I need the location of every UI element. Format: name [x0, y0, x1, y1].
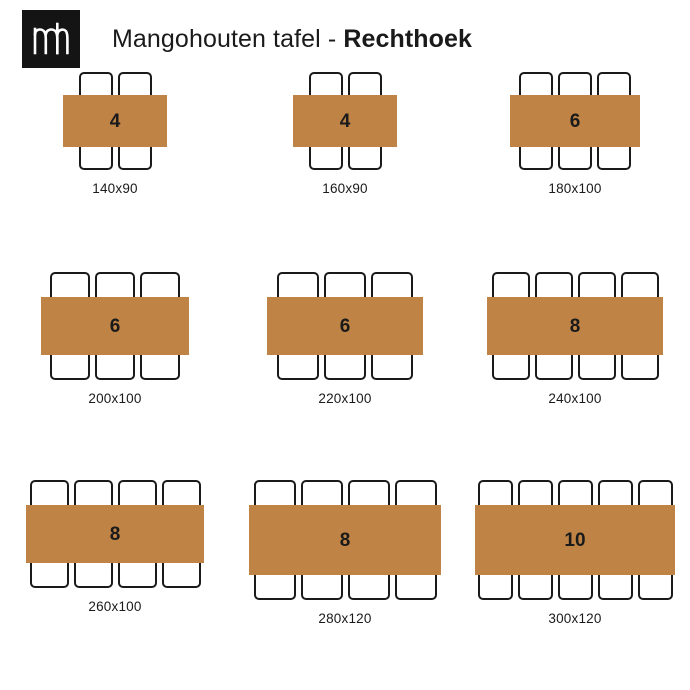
page-title: [112, 24, 473, 53]
seat-count-label: 6: [569, 110, 581, 132]
table-top: [293, 95, 397, 147]
page-title-accent: Rechthoek: [343, 24, 473, 53]
table-option-240x100[interactable]: [460, 272, 690, 406]
table-mid-band: [510, 95, 640, 147]
page-title-main: Mangohouten tafel: [112, 24, 321, 53]
table-option-160x90[interactable]: [230, 72, 460, 196]
table-option-280x120[interactable]: [230, 480, 460, 626]
seat-count-label: 8: [339, 529, 351, 551]
table-top: [267, 297, 423, 355]
table-size-caption: 280x120: [318, 611, 372, 626]
table-diagram: [293, 72, 397, 170]
page-title-separator: -: [327, 24, 337, 53]
mh-monogram-logo: [22, 10, 80, 68]
diagram-row: [0, 480, 690, 680]
table-top: [487, 297, 663, 355]
diagram-row: [0, 272, 690, 480]
table-size-caption: 200x100: [88, 391, 142, 406]
table-size-caption: 240x100: [548, 391, 602, 406]
table-mid-band: [249, 505, 441, 575]
seat-count-label: 4: [109, 110, 121, 132]
table-option-140x90[interactable]: [0, 72, 230, 196]
table-mid-band: [63, 95, 167, 147]
table-mid-band: [41, 297, 189, 355]
table-diagram: [267, 272, 423, 380]
table-diagram: [249, 480, 441, 600]
table-top: [475, 505, 675, 575]
seat-count-label: 4: [339, 110, 351, 132]
diagram-row: [0, 72, 690, 272]
table-size-caption: 260x100: [88, 599, 142, 614]
table-size-caption: 220x100: [318, 391, 372, 406]
seat-count-label: 10: [564, 529, 586, 551]
table-size-caption: 160x90: [322, 181, 368, 196]
seat-count-label: 6: [109, 315, 121, 337]
table-mid-band: [293, 95, 397, 147]
table-diagram: [487, 272, 663, 380]
seat-count-label: 8: [109, 523, 121, 545]
table-size-caption: 180x100: [548, 181, 602, 196]
diagram-grid: [0, 72, 690, 680]
table-option-300x120[interactable]: [460, 480, 690, 626]
table-top: [63, 95, 167, 147]
table-mid-band: [26, 505, 204, 563]
table-top: [510, 95, 640, 147]
table-diagram: [63, 72, 167, 170]
table-diagram: [26, 480, 204, 588]
table-diagram: [475, 480, 675, 600]
table-diagram: [510, 72, 640, 170]
table-mid-band: [267, 297, 423, 355]
table-option-200x100[interactable]: [0, 272, 230, 406]
seat-count-label: 8: [569, 315, 581, 337]
table-mid-band: [487, 297, 663, 355]
table-mid-band: [475, 505, 675, 575]
table-diagram: [41, 272, 189, 380]
table-top: [26, 505, 204, 563]
table-size-caption: 140x90: [92, 181, 138, 196]
table-option-220x100[interactable]: [230, 272, 460, 406]
table-option-180x100[interactable]: [460, 72, 690, 196]
seat-count-label: 6: [339, 315, 351, 337]
table-top: [41, 297, 189, 355]
table-size-caption: 300x120: [548, 611, 602, 626]
table-top: [249, 505, 441, 575]
table-option-260x100[interactable]: [0, 480, 230, 614]
page-header: [0, 0, 690, 62]
